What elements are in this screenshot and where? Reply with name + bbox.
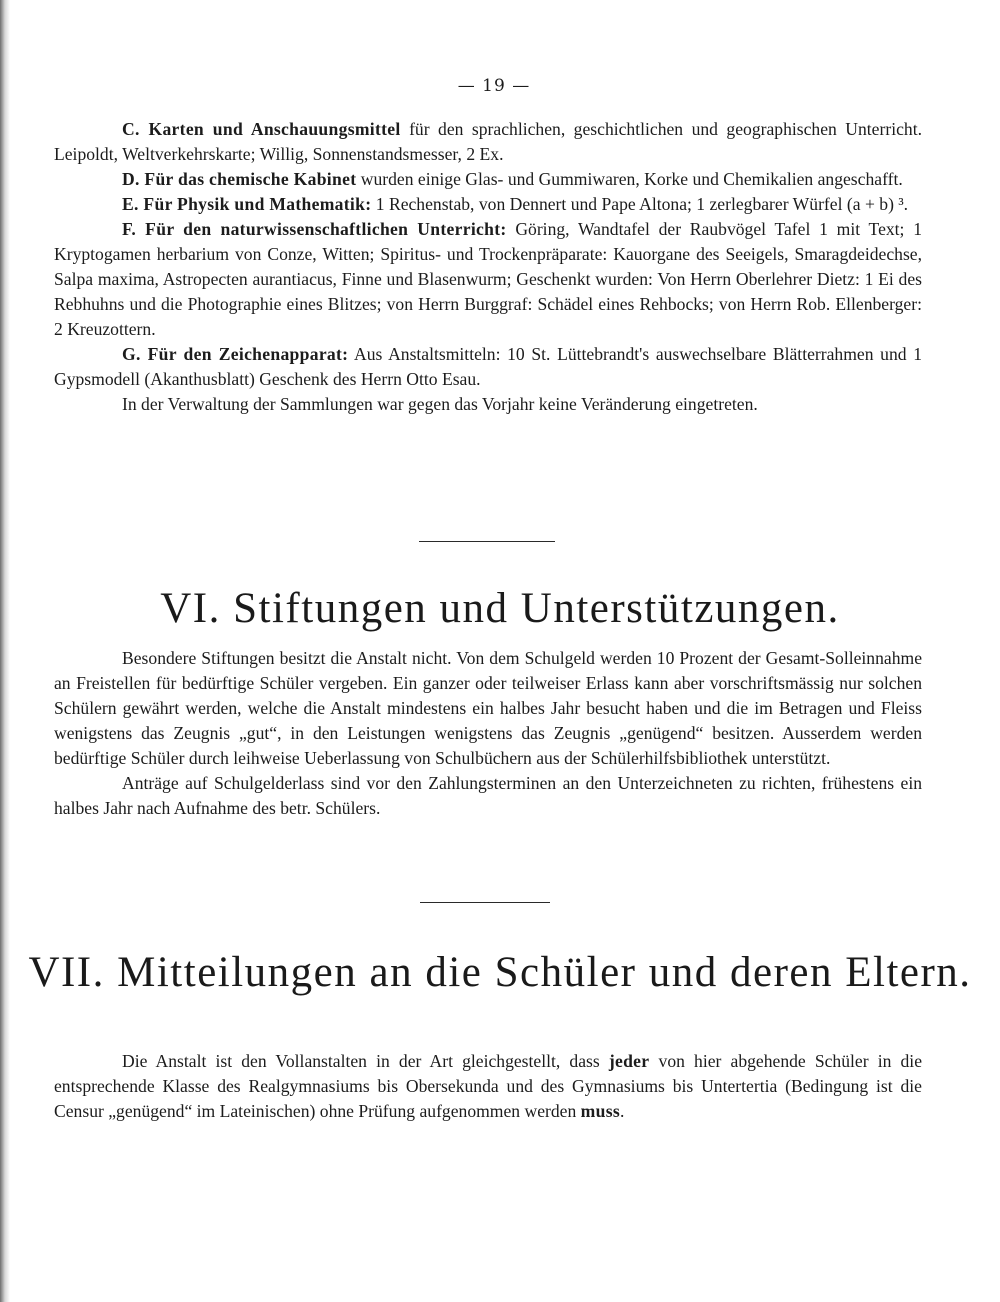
section-divider-1	[419, 541, 555, 542]
emphasis-muss: muss	[580, 1101, 621, 1121]
item-c-text: für den sprachlichen, geschichtlichen und geographischen Unterricht. Leipoldt, Weltverkehrskarte; Willig, Sonnenstandsmesser, 2 Ex.	[54, 119, 922, 164]
section-vii-paragraph	[54, 1049, 922, 1124]
section-vii-body	[54, 1049, 922, 1124]
item-e-label: E. Für Physik und Mathematik:	[122, 194, 372, 214]
section-vii-text-end: .	[620, 1101, 625, 1121]
emphasis-jeder: jeder	[608, 1051, 650, 1071]
scan-page-edge	[0, 0, 10, 1302]
section-vii-heading: VII. Mitteilungen an die Schüler und deren Eltern.	[28, 949, 972, 996]
item-g-label: G. Für den Zeichenapparat:	[122, 344, 349, 364]
item-f-label: F. Für den naturwissenschaftlichen Unterricht:	[122, 219, 507, 239]
page-number: — 19 —	[457, 76, 531, 96]
item-d-label: D. Für das chemische Kabinet	[122, 169, 357, 189]
section-vi-heading: VI. Stiftungen und Unterstützungen.	[160, 585, 840, 632]
section-vi-paragraph-1: Besondere Stiftungen besitzt die Anstalt nicht. Von dem Schulgeld werden 10 Prozent der Gesamt-Solleinnahme an Freistellen für bedürftige Schüler vergeben. Ein ganzer oder teilweiser Erlass kann aber vorschriftsmässig nur solchen Schülern gewährt werden, welche die Anstalt mindestens ein halbes Jahr besucht haben und die im Betragen und Fleiss wenigstens das Zeugnis „gut“, in den Leistungen wenigstens das Zeugnis „genügend“ besitzen. Ausserdem werden bedürftige Schüler durch leihweise Ueberlassung von Schulbüchern aus der Schülerhilfsbibliothek unterstützt.	[54, 648, 922, 768]
item-g-text: Aus Anstaltsmitteln: 10 St. Lüttebrandt's auswechselbare Blätterrahmen und 1 Gypsmodell (Akanthusblatt) Geschenk des Herrn Otto Esau.	[54, 344, 922, 389]
item-f	[54, 217, 922, 342]
item-c-label: C. Karten und Anschauungsmittel	[122, 119, 401, 139]
collections-closing: In der Verwaltung der Sammlungen war gegen das Vorjahr keine Veränderung eingetreten.	[122, 394, 758, 414]
collections-list	[54, 117, 922, 417]
item-c	[54, 117, 922, 167]
item-f-text: Göring, Wandtafel der Raubvögel Tafel 1 mit Text; 1 Kryptogamen herbarium von Conze, Witten; Spiritus- und Trockenpräparate: Kauorgane des Seeigels, Smaragdeidechse, Salpa maxima, Astropecten aurantiacus, Finne und Blasenwurm; Geschenkt wurden: Von Herrn Oberlehrer Dietz: 1 Ei des Rebhuhns und die Photographie eines Blitzes; von Herrn Burggraf: Schädel eines Rehbocks; von Herrn Rob. Ellenberger: 2 Kreuzottern.	[54, 219, 922, 339]
section-vii-text-b: von hier abgehende Schüler in die entsprechende Klasse des Realgymnasiums bis Obersekunda und des Gymnasiums bis Untertertia (Bedingung ist die Censur „genügend“ im Lateinischen) ohne Prüfung aufgenommen werden	[54, 1051, 923, 1121]
item-g	[54, 342, 922, 392]
item-e-text: 1 Rechenstab, von Dennert und Pape Altona; 1 zerlegbarer Würfel (a + b) ³.	[371, 194, 908, 214]
section-vii-text-a: Die Anstalt ist den Vollanstalten in der Art gleichgestellt, dass	[122, 1051, 609, 1071]
section-divider-2	[420, 902, 550, 903]
section-vi-paragraph-2: Anträge auf Schulgelderlass sind vor den Zahlungsterminen an den Unterzeichneten zu richten, frühestens ein halbes Jahr nach Aufnahme des betr. Schülers.	[54, 773, 922, 818]
section-vi-body	[54, 646, 922, 821]
item-d	[54, 167, 922, 192]
item-d-text: wurden einige Glas- und Gummiwaren, Korke und Chemikalien angeschafft.	[356, 169, 903, 189]
item-e	[54, 192, 922, 217]
